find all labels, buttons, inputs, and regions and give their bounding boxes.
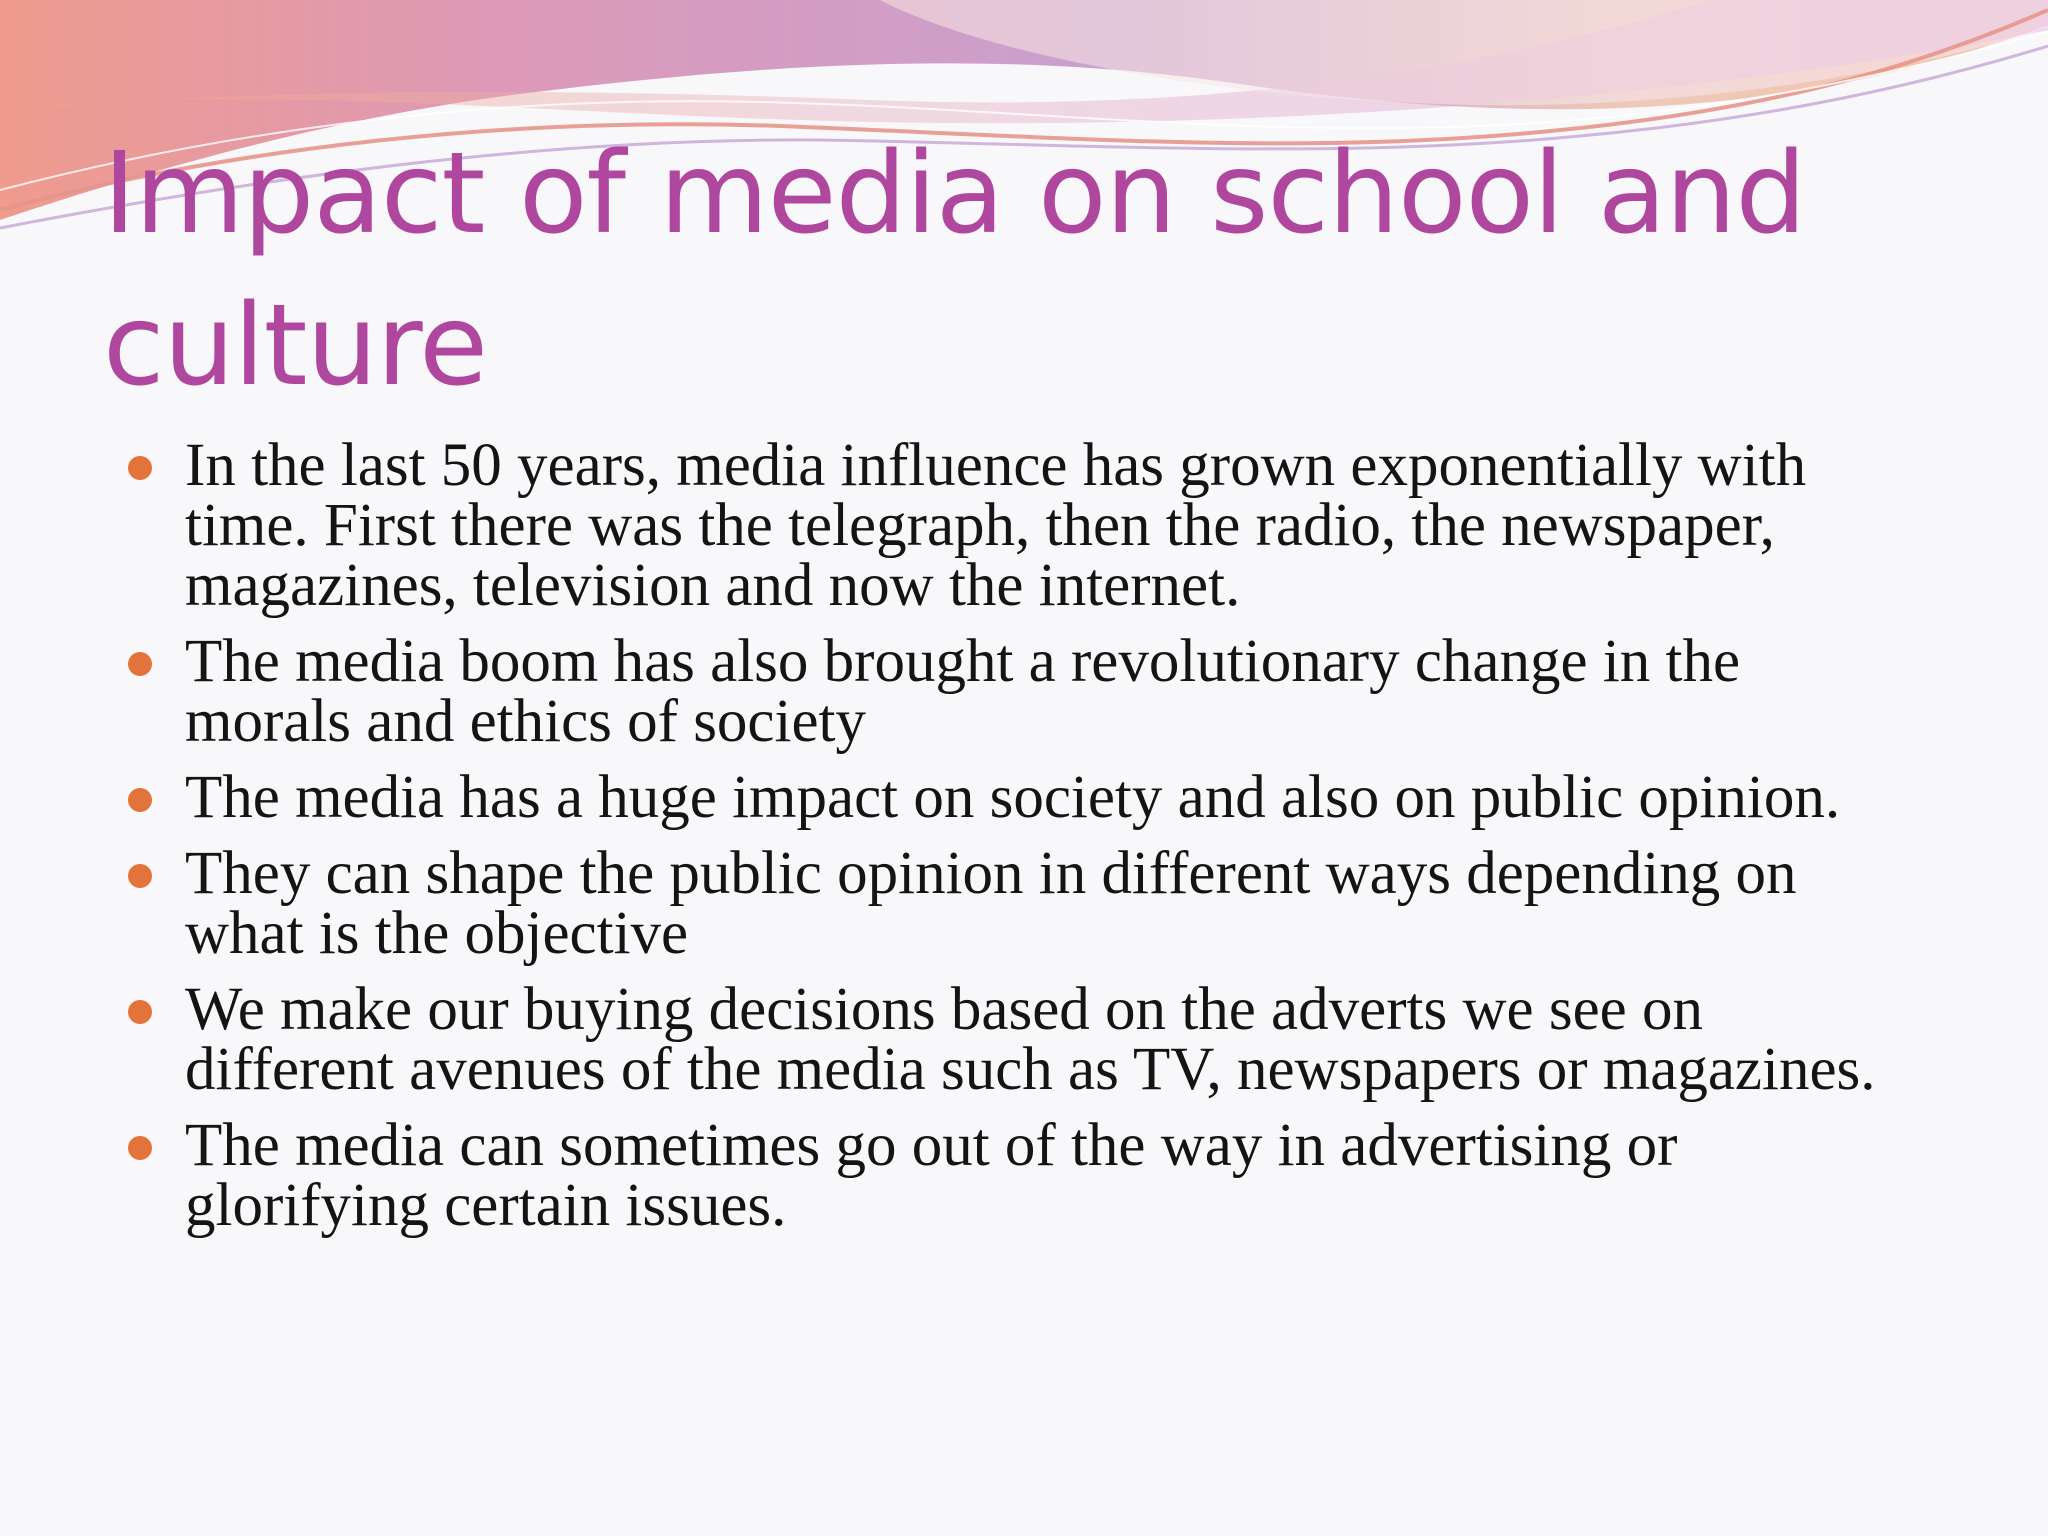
bullet-point-icon (128, 652, 152, 676)
bullet-point-icon (128, 1000, 152, 1024)
bullet-item (125, 1112, 1905, 1239)
bullet-item (125, 628, 1905, 755)
slide-title: Impact of media on school and culture (103, 129, 1806, 411)
bullet-point-icon (128, 1136, 152, 1160)
bullet-point-icon (128, 864, 152, 888)
bullet-text: In the last 50 years, media influence has grown exponentially with time. First there was the telegraph, then the radio, the newspaper, magazines, television and now the internet. (185, 432, 1807, 619)
bullet-item (125, 764, 1905, 831)
bullet-text: They can shape the public opinion in different ways depending on what is the objective (185, 840, 1797, 967)
bullet-item (125, 840, 1905, 967)
bullet-point-icon (128, 456, 152, 480)
bullet-point-icon (128, 788, 152, 812)
bullet-item (125, 976, 1905, 1103)
bullet-text: We make our buying decisions based on the adverts we see on different avenues of the media such as TV, newspapers or magazines. (185, 976, 1876, 1103)
bullet-list (125, 432, 1905, 1252)
bullet-item (125, 432, 1905, 619)
bullet-text: The media has a huge impact on society and also on public opinion. (185, 764, 1841, 831)
bullet-text: The media boom has also brought a revolutionary change in the morals and ethics of society (185, 628, 1741, 755)
bullet-text: The media can sometimes go out of the way in advertising or glorifying certain issues. (185, 1112, 1678, 1239)
